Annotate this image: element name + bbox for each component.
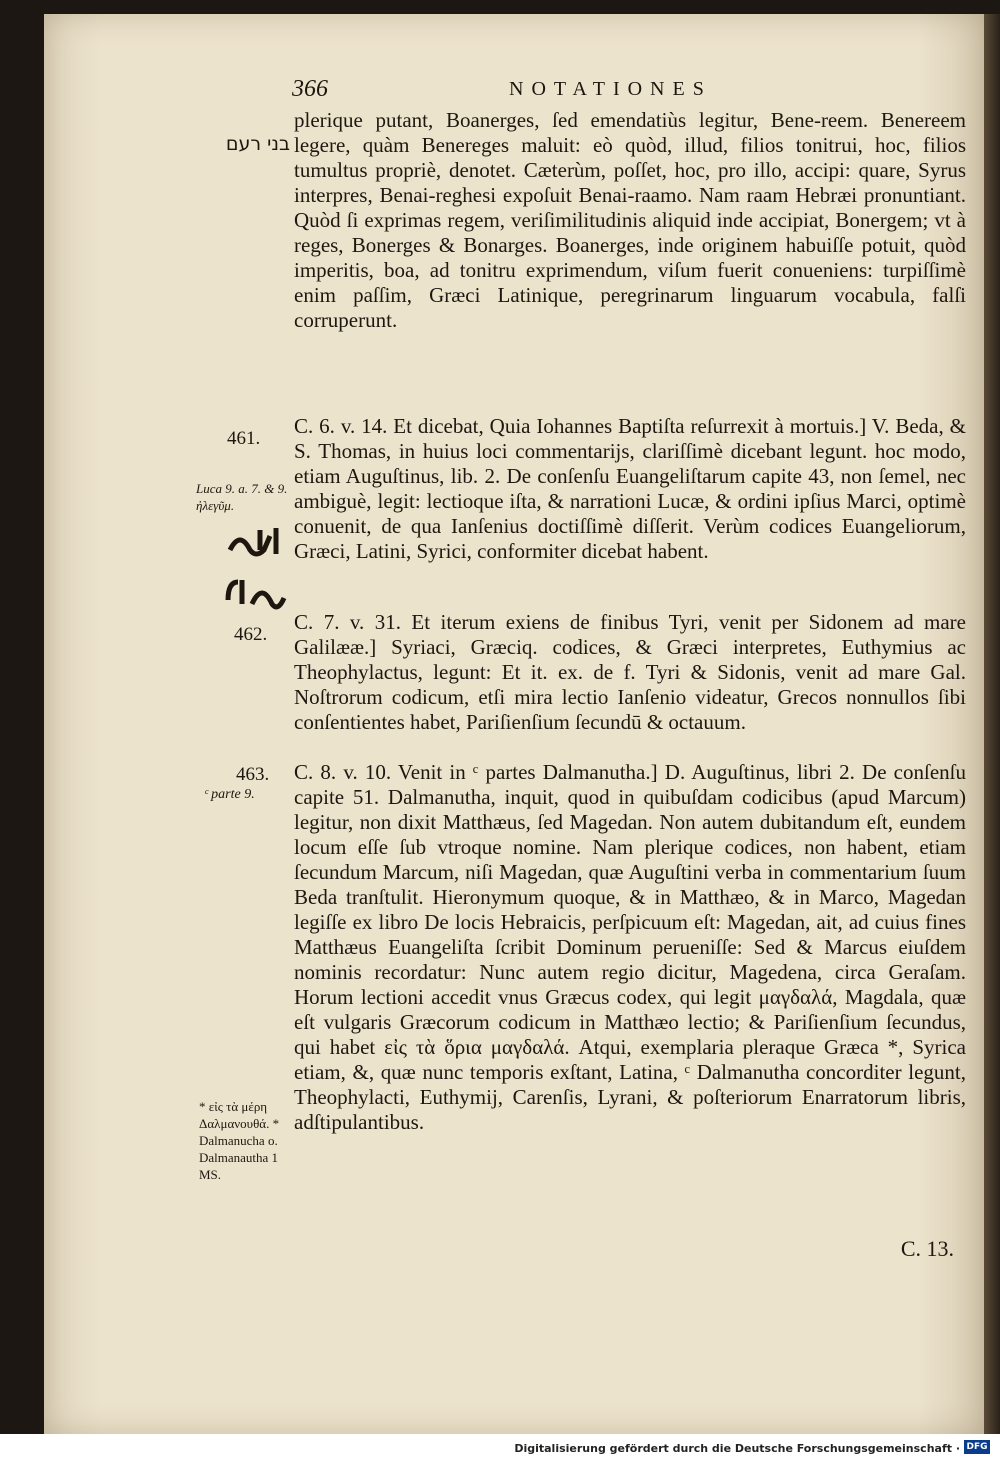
- margin-syriac-glyphs: [220, 520, 290, 612]
- paragraph-boanerges-continued: pronuntiant. Quòd ſi exprimas regem, veriſimilitudinis aliquid inde accipiat, Bonergem; vt à reges, Bonerges & Bonarges. Boanerges, inde originem habuiſſe potuit, quòd imperitis, boa, ad tonitru exprimendum, viſum fuerit conueniens: turpiſſimè enim paſſim, Græci Latinique, peregrinarum linguarum vocabula, falſi corruperunt.: [294, 183, 966, 332]
- paragraph-boanerges: [294, 108, 966, 333]
- paragraph-463-text: C. 8. v. 10. Venit in ᶜ partes Dalmanutha.] D. Auguſtinus, libri 2. De conſenſu capite 51. Dalmanutha, inquit, quod in quibuſdam codicibus (apud Marcum) legitur, non dixit Matthæus, ſed Magedan. Non autem dubitandum eſt, eundem locum eſſe ſub vtroque nomine. Nam plerique codices, non habent, etiam ſecundum Marcum, niſi Magedan, quæ Auguſtini verba in commentarium ſuum Beda tranſtulit. Hieronymum quoque, & in Matthæo, & in Marco, Magedan legiſſe ex libro De locis Hebraicis, perſpicuum eſt: Magedan, ait, ad cuius fines Matthæus Euangeliſta ſcribit Dominum perueniſſe: Sed & Marcus eiuſdem nominis recordatur: Nunc autem regio dicitur, Magedena, circa Geraſam. Horum lectioni accedit vnus Græcus codex, qui legit μαγδαλά, Magdala, quæ eſt vulgaris Græcorum codicum in Matthæo lectio; & Pariſienſium ſecundus, qui habet εἰς τὰ ὅρια μαγδαλά. Atqui, exemplaria pleraque Græca *, Syrica etiam, &, quæ nunc temporis exſtant, Latina, ᶜ Dalmanutha concorditer legunt, Theophylacti, Euthymij, Carenſis, Lyrani, & poſteriorum Enarratorum libris, adſtipulantibus.: [294, 760, 966, 1134]
- running-head: NOTATIONES: [509, 78, 712, 100]
- margin-number-463: 463.: [236, 764, 270, 785]
- dfg-logo[interactable]: DFG: [964, 1440, 990, 1454]
- footer-funding-text: Digitalisierung gefördert durch die Deutsche Forschungsgemeinschaft ·: [514, 1442, 960, 1455]
- margin-note-463: ᶜ parte 9.: [204, 787, 255, 802]
- paragraph-note-462: [294, 610, 966, 735]
- syriac-inline-gloss: Benai-raamo. Nam raam Hebræi: [578, 183, 858, 207]
- page-number: 366: [292, 76, 328, 102]
- margin-hebrew-note: בני רעם: [225, 133, 290, 155]
- paragraph-boanerges-text: plerique putant, Boanerges, ſed emendatiùs legitur, Bene-reem. Benereem legere, quàm Benereges maluit: eò quòd, illud, filios tonitrui, hoc, filios tumultus propriè, denotet. Cæterùm, poſſet, hoc, pro illo, accipi: quare, Syrus interpres, Benai-reghesi expoſuit: [294, 108, 966, 207]
- paragraph-note-461: [294, 414, 966, 564]
- page-edge-shadow: [984, 14, 1000, 1434]
- margin-greek-note: * εἰς τὰ μέρη Δαλμανουθά. * Dalmanucha o. Dalmanautha 1 MS.: [199, 1099, 280, 1182]
- paragraph-note-463: [294, 760, 966, 1135]
- footer-bar: [0, 1434, 1000, 1462]
- paragraph-461-text: C. 6. v. 14. Et dicebat, Quia Iohannes Baptiſta reſurrexit à mortuis.] V. Beda, & S. Thomas, in huius loci commentarijs, clariſſimè dicebant legunt. hoc modo, etiam Auguſtinus, lib. 2. De conſenſu Euangeliſtarum capite 43, non ſemel, nec ambiguè, legit: lectioque iſta, & narrationi Lucæ, & ordini ipſius Marci, optimè conuenit, de qua Ianſenius doctiſſimè diſſerit. Verùm codices Euangeliorum, Græci, Latini, Syrici, conformiter dicebat habent.: [294, 414, 966, 563]
- book-page: [44, 14, 984, 1434]
- margin-number-462: 462.: [234, 624, 268, 645]
- paragraph-462-text: C. 7. v. 31. Et iterum exiens de finibus Tyri, venit per Sidonem ad mare Galilææ.] Syriaci, Græciq. codices, & Græci interpretes, Euthymius ac Theophylactus, legunt: Et it. ex. de f. Tyri & Sidonis, venit ad mare Gal. Noſtrorum codicum, etſi mira lectio Ianſenio videatur, Grecos nonnullos ſibi conſentientes habet, Pariſienſium ſecundū & octauum.: [294, 610, 966, 734]
- catchword: C. 13.: [900, 1236, 954, 1261]
- margin-luca-reference: Luca 9. a. 7. & 9. ἠλεγῦμ.: [196, 481, 288, 513]
- margin-number-461: 461.: [227, 428, 261, 449]
